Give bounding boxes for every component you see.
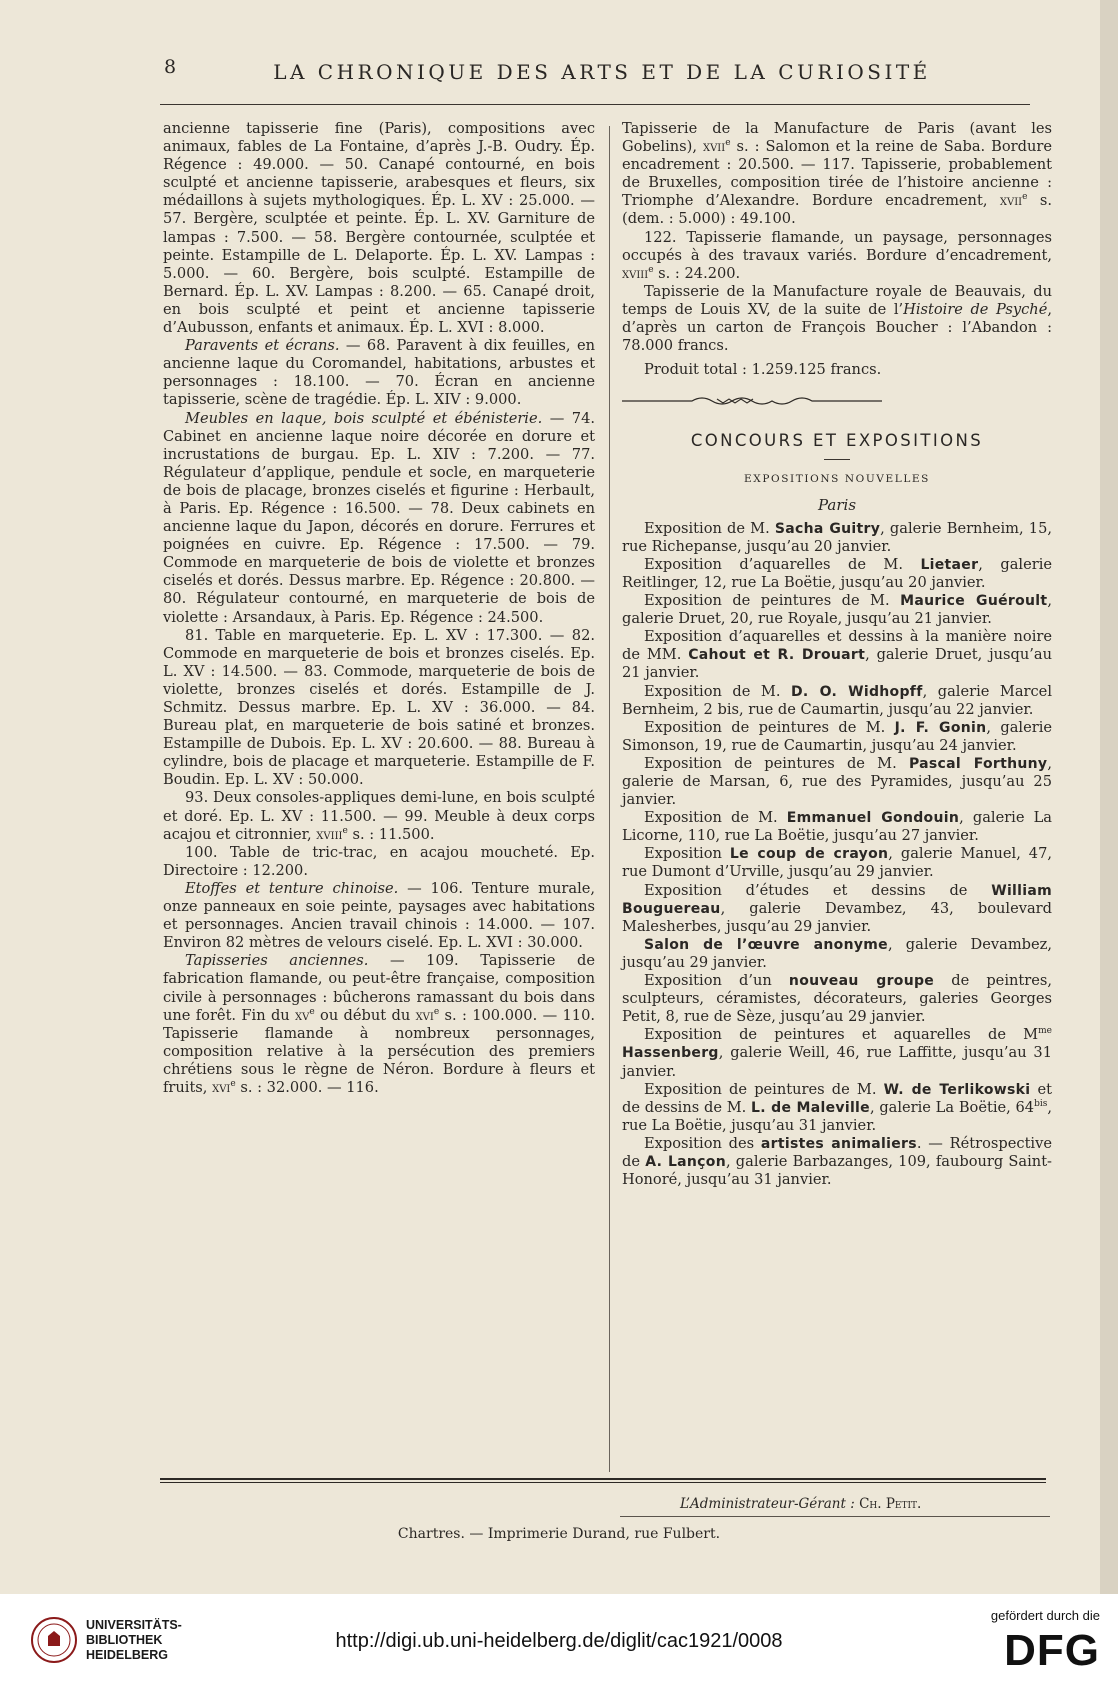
exhibition-item: Exposition de M. Emmanuel Gondouin, galerie La Licorne, 110, rue La Boëtie, jusqu’au 27 janvier. <box>622 809 1052 845</box>
exhibitor-name: nouveau groupe <box>788 973 935 990</box>
page-edge <box>1100 0 1118 1594</box>
exhibition-list <box>622 520 1052 1027</box>
exhibitor-name: Le coup de crayon <box>729 846 889 863</box>
digitization-footer <box>0 1594 1118 1684</box>
printer-imprint: Chartres. — Imprimerie Durand, rue Fulbert. <box>397 1526 721 1542</box>
exhibitor-name: Cahout et R. Drouart <box>688 647 866 664</box>
category-heading: Paravents et écrans. <box>185 337 340 355</box>
paragraph: 122. Tapisserie flamande, un paysage, personnages occupés à des travaux variés. Bordure d’encadrement, xviii$^e$ s. : 24.200. <box>622 228 1052 282</box>
section-rule <box>824 459 850 460</box>
exhibition-item: Exposition d’aquarelles et dessins à la manière noire de MM. Cahout et R. Drouart, galerie Druet, jusqu’au 21 janvier. <box>622 628 1052 682</box>
exhibition-item: Exposition de peintures de M. J. F. Gonin, galerie Simonson, 19, rue de Caumartin, jusqu’au 24 janvier. <box>622 718 1053 754</box>
exhibitor-name: Emmanuel Gondouin <box>786 810 960 827</box>
category-heading: Tapisseries anciennes. <box>185 952 369 970</box>
running-title: LA CHRONIQUE DES ARTS ET DE LA CURIOSITÉ <box>273 60 931 84</box>
source-url-link[interactable]: http://digi.ub.uni-heidelberg.de/diglit/cac1921/0008 <box>335 1630 783 1652</box>
category-heading: Etoffes et tenture chinoise. <box>185 879 399 897</box>
right-column <box>622 120 1052 1189</box>
section-subheading: EXPOSITIONS NOUVELLES <box>744 472 930 485</box>
exhibitor-name: J. F. Gonin <box>894 719 987 736</box>
exhibitor-name: William Bouguereau <box>622 882 1052 917</box>
exhibitor-name: D. O. Widhopff <box>790 683 923 700</box>
running-header <box>162 52 1042 92</box>
footer-rule <box>160 1482 1046 1483</box>
city-heading: Paris <box>817 495 857 514</box>
dfg-logo: DFG <box>1004 1626 1100 1675</box>
header-rule <box>160 104 1030 105</box>
exhibition-item: Exposition d’un nouveau groupe de peintres, sculpteurs, céramistes, décorateurs, galeries Georges Petit, 8, rue de Sèze, jusqu’au 29 janvier. <box>622 972 1052 1026</box>
exhibition-item: Exposition d’aquarelles de M. Lietaer, galerie Reitlinger, 12, rue La Boëtie, jusqu’au 20 janvier. <box>622 555 1053 591</box>
column-divider <box>609 126 610 1472</box>
paragraph: 93. Deux consoles-appliques demi-lune, en bois sculpté et doré. Ep. L. XV : 11.500. — 99. Meuble à deux corps acajou et citronnier, xviii$^e$ s. : 11.500. <box>163 789 595 843</box>
exhibition-item: Exposition de peintures de M. Maurice Guéroult, galerie Druet, 20, rue Royale, jusqu’au 21 janvier. <box>622 592 1052 628</box>
paragraph: Tapisserie de la Manufacture royale de Beauvais, du temps de Louis XV, de la suite de l’Histoire de Psyché, d’après un carton de François Boucher : l’Abandon : 78.000 francs. <box>622 282 1052 355</box>
exhibition-item: Exposition de peintures de M. W. de Terlikowski et de dessins de M. L. de Maleville, galerie La Boëtie, $64^{bis}$, rue La Boëtie, jusqu’au 31 janvier. <box>622 1080 1052 1134</box>
exhibitor-name: Sacha Guitry <box>774 520 881 537</box>
total-line: Produit total : 1.259.125 francs. <box>644 361 882 379</box>
exhibition-item: Exposition d’études et dessins de William Bouguereau, galerie Devambez, 43, boulevard Malesherbes, jusqu’au 29 janvier. <box>622 881 1052 935</box>
ornament-divider-icon <box>622 393 882 409</box>
exhibition-item: Exposition de M. D. O. Widhopff, galerie Marcel Bernheim, 2 bis, rue de Caumartin, jusqu’au 22 janvier. <box>622 682 1052 718</box>
exhibitor-name: Maurice Guéroult <box>900 593 1048 610</box>
paragraph: Meubles en laque, bois sculpté et ébénisterie. — 74. Cabinet en ancienne laque noire décorée en dorure et incrustations de burgau. Ep. L. XIV : 7.200. — 77. Régulateur d’applique, pendule et socle, en marqueterie de bois de placage, bronzes ciselés et figurine : Herbault, à Paris. Ep. Régence : 16.500. — 78. Deux cabinets en ancienne laque du Japon, décorés en dorure. Ferrures et poignées en cuivre. Ep. Régence : 17.500. — 79. Commode en marqueterie de bois de violette et bronzes ciselés et dorés. Dessus marbre. Ep. Régence : 20.800. — 80. Régulateur contourné, en marqueterie de bois de violette : Arsandaux, à Paris. Ep. Régence : 24.500. <box>163 409 595 626</box>
signature: L’Administrateur-Gérant : Ch. Petit. <box>680 1496 922 1512</box>
signature-rule <box>620 1516 1050 1517</box>
exhibition-item: Exposition de peintures et aquarelles de $M^{me}$ Hassenberg, galerie Weill, 46, rue Laffitte, jusqu’au 31 janvier. <box>622 1026 1052 1080</box>
exhibition-item: Salon de l’œuvre anonyme, galerie Devambez, jusqu’au 29 janvier. <box>622 935 1052 971</box>
paragraph: Paravents et écrans. — 68. Paravent à dix feuilles, en ancienne laque du Coromandel, habitations, arbustes et personnages : 18.100. — 70. Écran en ancienne tapisserie, scène de tragédie. Ép. L. XIV : 9.000. <box>163 337 595 409</box>
left-column <box>163 120 595 1097</box>
exhibitor-name: Lietaer <box>920 556 979 573</box>
section-title: CONCOURS ET EXPOSITIONS <box>690 431 984 451</box>
exhibition-item: Exposition des artistes animaliers. — Rétrospective de A. Lançon, galerie Barbazanges, 109, faubourg Saint-Honoré, jusqu’au 31 janvier. <box>622 1134 1052 1189</box>
paragraph: Tapisseries anciennes. — 109. Tapisserie de fabrication flamande, ou peut-être française, composition civile à personnages : bûcherons ramassant du bois dans une forêt. Fin du $xv^e$ ou début du xvi$^e$ s. : 100.000. — 110. Tapisserie flamande à nombreux personnages, composition relative à la persécution des premiers chrétiens sous le règne de Néron. Bordure à fleurs et fruits, xvi$^e$ s. : 32.000. — 116. <box>163 952 595 1096</box>
exhibitor-name: Pascal Forthuny <box>908 755 1048 772</box>
paragraph: Etoffes et tenture chinoise. — 106. Tenture murale, onze panneaux en soie peinte, paysages avec habitations et personnages. Ancien travail chinois : 14.000. — 107. Environ 82 mètres de velours ciselé. Ep. L. XVI : 30.000. <box>163 879 596 952</box>
paragraph: 100. Table de tric-trac, en acajou moucheté. Ep. Directoire : 12.200. <box>163 843 595 879</box>
footer-rule <box>160 1478 1046 1480</box>
university-name: UNIVERSITÄTS- BIBLIOTHEK HEIDELBERG <box>86 1618 182 1662</box>
exhibition-item: Exposition de M. Sacha Guitry, galerie Bernheim, 15, rue Richepanse, jusqu’au 20 janvier. <box>622 519 1052 555</box>
category-heading: Meubles en laque, bois sculpté et ébénisterie. <box>185 409 543 427</box>
exhibition-item: Exposition de peintures de M. Pascal Forthuny, galerie de Marsan, 6, rue des Pyramides, jusqu’au 25 janvier. <box>622 754 1052 809</box>
page-number: 8 <box>164 56 177 78</box>
exhibition-item: Exposition Le coup de crayon, galerie Manuel, 47, rue Dumont d’Urville, jusqu’au 29 janvier. <box>622 845 1052 881</box>
paragraph: ancienne tapisserie fine (Paris), compositions avec animaux, fables de La Fontaine, d’après J.-B. Oudry. Ép. Régence : 49.000. — 50. Canapé contourné, en bois sculpté et ancienne tapisserie, arabesques et fleurs, six médaillons à sujets mythologiques. Ép. L. XV : 25.000. — 57. Bergère, sculptée et peinte. Ép. L. XV. Garniture de lampas : 7.500. — 58. Bergère contournée, sculptée et peinte. Estampille de L. Delaporte. Ép. L. XV. Lampas : 5.000. — 60. Bergère, bois sculpté. Estampille de Bernard. Ép. L. XV. Lampas : 8.200. — 65. Canapé droit, en bois sculpté et peint et ancienne tapisserie d’Aubusson, enfants et animaux. Ép. L. XVI : 8.000. <box>163 120 595 337</box>
exhibitor-name: Salon de l’œuvre anonyme <box>644 936 888 953</box>
paragraph: 81. Table en marqueterie. Ep. L. XV : 17.300. — 82. Commode en marqueterie de bois et bronzes ciselés. Ep. L. XV : 14.500. — 83. Commode, marqueterie de bois de violette, bronzes ciselés et dorés. Estampille de J. Schmitz. Dessus marbre. Ep. L. XV : 36.000. — 84. Bureau plat, en marqueterie de bois satiné et bronzes. Estampille de Dubois. Ep. L. XV : 20.600. — 88. Bureau à cylindre, bois de placage et marqueterie. Estampille de F. Boudin. Ep. L. XV : 50.000. <box>163 626 595 789</box>
funded-by-label: gefördert durch die <box>990 1608 1100 1623</box>
paragraph: Tapisserie de la Manufacture de Paris (avant les Gobelins), xvii$^e$ s. : Salomon et la reine de Saba. Bordure encadrement : 20.500. — 117. Tapisserie, probablement de Bruxelles, composition tirée de l’histoire ancienne : Triomphe d’Alexandre. Bordure encadrement, xvii$^e$ s. (dem. : 5.000) : 49.100. <box>622 120 1052 228</box>
